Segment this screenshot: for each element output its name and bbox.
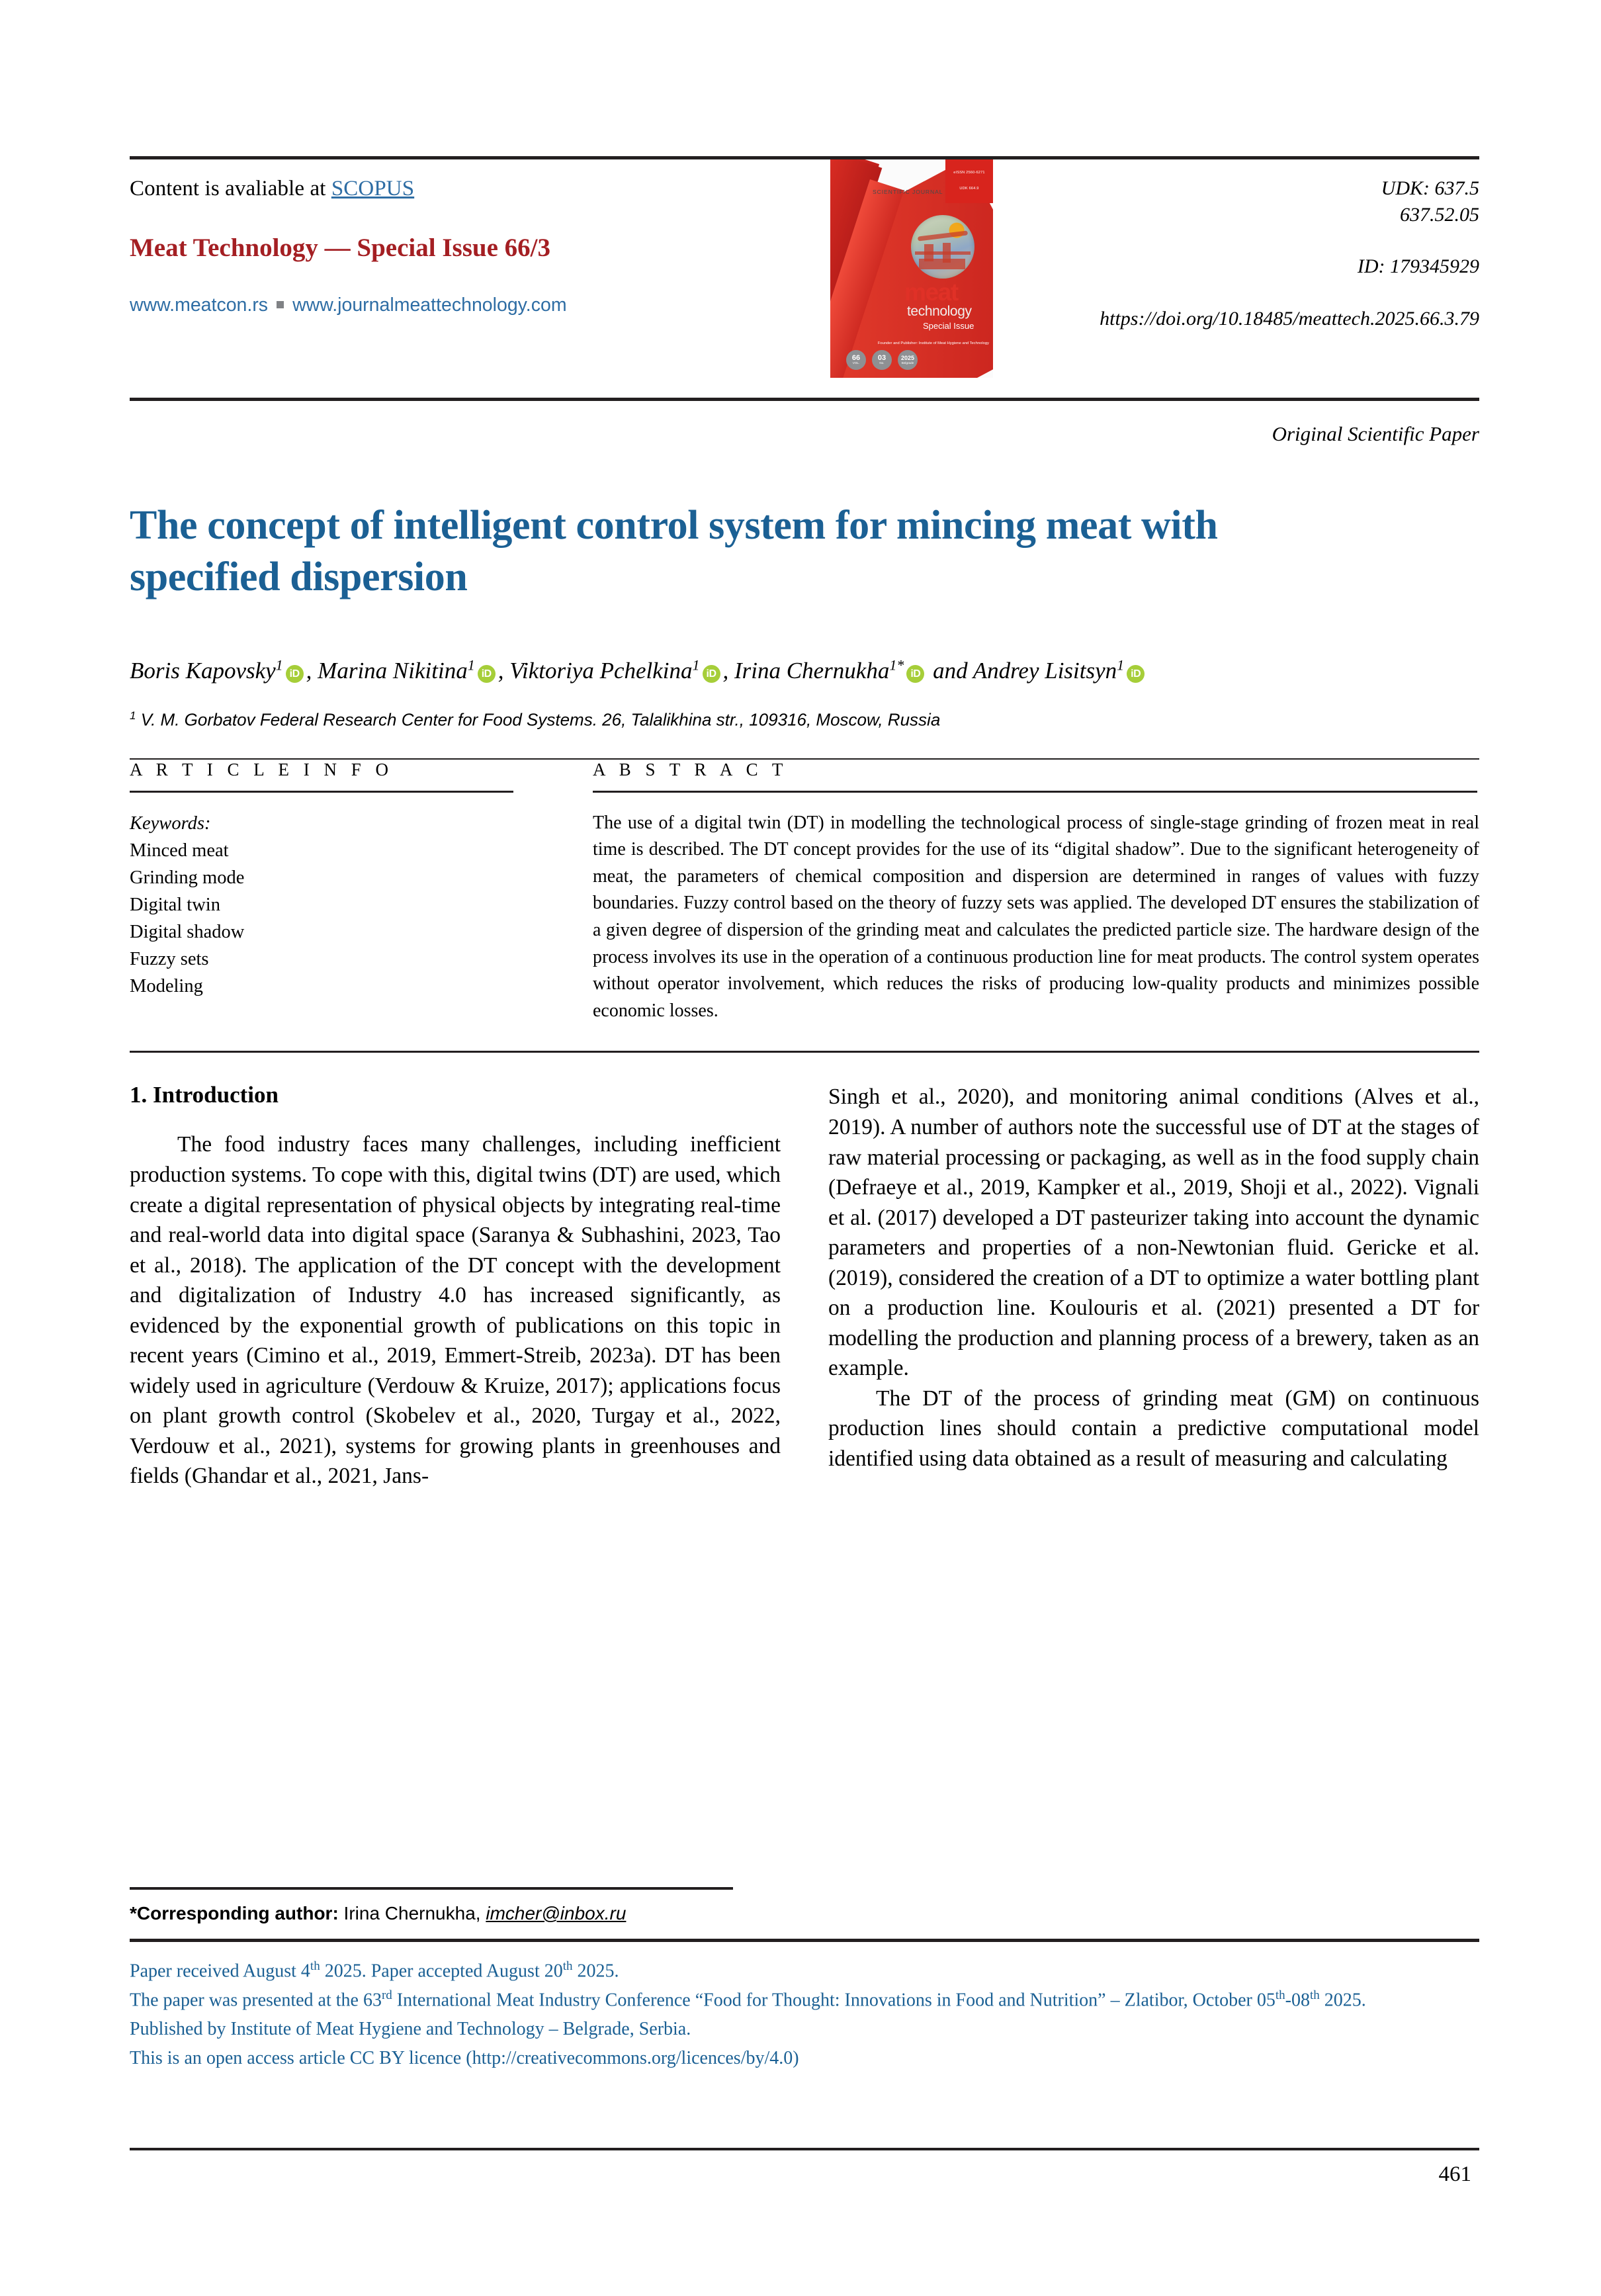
article-info-column — [130, 760, 593, 1025]
doi-link[interactable]: https://doi.org/10.18485/meattech.2025.66.3.79 — [1100, 307, 1479, 330]
cover-badge-group — [846, 350, 918, 370]
cover-issn-text: eISSN 2560-6271 — [953, 171, 985, 175]
journal-urls — [130, 294, 692, 316]
abstract-column — [593, 760, 1479, 1025]
keyword-item: Fuzzy sets — [130, 948, 209, 969]
author-name: Irina Chernukha — [734, 658, 890, 684]
masthead-right-gap-2 — [976, 281, 1479, 306]
author-affil-marker: 1 — [275, 656, 283, 674]
cover-badge-volume — [846, 350, 866, 370]
abstract-text: The use of a digital twin (DT) in modelling the technological process of single-stage grinding of frozen meat in real time is described. The DT concept provides for the use of its “digital shadow”. Due to the significant heterogeneity of meat, the parameters of chemical composition and dispersion are determined in ranges of values with fuzzy boundaries. Fuzzy control based on the theory of fuzzy sets was applied. The developed DT ensures the stabilization of a given degree of dispersion of the grinding meat and calculates the predicted particle size. The hardware design of the process involves its use in the operation of a continuous production line for meat products. The control system operates without operator involvement, which reduces the risks of producing low-quality products and minimizes possible economic losses. — [593, 812, 1479, 1021]
body-columns — [130, 1082, 1479, 1491]
cover-globe-detail-5 — [943, 243, 951, 263]
keyword-item: Modeling — [130, 975, 203, 996]
cover-badge-year-number: 2025 — [900, 355, 915, 361]
conference-note: The paper was presented at the 63rd International Meat Industry Conference “Food for Thought: Innovations in Food and Nutrition” – Zlatibor, October 05th-08th 2025. — [130, 1988, 1366, 2011]
article-info-label: A R T I C L E I N F O — [130, 759, 394, 779]
keywords-list — [130, 810, 593, 1000]
article-id-line: ID: 179345929 — [1357, 255, 1479, 278]
scopus-availability-line — [130, 177, 692, 201]
cover-udk-text: UDK 664.9 — [959, 187, 979, 191]
keyword-item: Minced meat — [130, 840, 229, 861]
cover-globe-detail-1 — [918, 230, 968, 241]
publisher-note: Published by Institute of Meat Hygiene and Technology – Belgrade, Serbia. — [130, 2019, 691, 2039]
orcid-icon[interactable]: iD — [703, 665, 720, 683]
keyword-item: Digital twin — [130, 894, 220, 915]
author-separator: , — [306, 658, 318, 684]
cover-globe-detail-4 — [924, 244, 933, 261]
author-entry — [130, 658, 318, 684]
author-separator: , — [722, 658, 735, 684]
author-entry — [509, 658, 734, 684]
corresponding-author-label: *Corresponding author: — [130, 1903, 339, 1923]
author-affil-marker: 1 — [467, 656, 475, 674]
cover-scientific-journal-label: SCIENTIFIC JOURNAL — [873, 189, 943, 195]
corresponding-author-name: Irina Chernukha, — [338, 1903, 486, 1923]
author-list — [130, 654, 1479, 687]
author-name: Boris Kapovsky — [130, 658, 276, 684]
journal-cover-artwork — [830, 159, 993, 378]
udk-line-1: UDK: 637.5 — [1381, 177, 1479, 199]
cover-badge-number-label: No. — [879, 361, 885, 365]
cover-badge-year — [898, 350, 918, 370]
orcid-icon[interactable]: iD — [1127, 665, 1145, 683]
cover-badge-number — [872, 350, 892, 370]
article-info-block — [130, 758, 1479, 1053]
section-heading-introduction: 1. Introduction — [130, 1082, 279, 1108]
publication-notes — [130, 1942, 1479, 2072]
author-separator: , — [498, 658, 510, 684]
cover-badge-number-number: 03 — [877, 354, 887, 362]
url-separator-square-icon — [277, 301, 284, 308]
abstract-label: A B S T R A C T — [593, 759, 788, 779]
masthead — [130, 159, 1479, 398]
orcid-icon[interactable]: iD — [478, 665, 496, 683]
keyword-item: Grinding mode — [130, 867, 245, 888]
article-info-rule — [130, 791, 513, 793]
masthead-right-gap — [976, 228, 1479, 253]
cover-badge-volume-label: VOL. — [852, 361, 860, 365]
scopus-link[interactable]: SCOPUS — [331, 177, 415, 200]
cover-special-issue-label: Special Issue — [923, 321, 974, 331]
corresponding-author-line — [130, 1890, 1479, 1939]
corresponding-author-email[interactable]: imcher@inbox.ru — [486, 1903, 627, 1923]
author-affiliation — [130, 709, 1479, 730]
received-accepted-note: Paper received August 4th 2025. Paper accepted August 20th 2025. — [130, 1959, 619, 1982]
licence-note: This is an open access article CC BY licence (http://creativecommons.org/licences/by/4.0) — [130, 2047, 799, 2068]
author-affil-marker: 1 — [1117, 656, 1125, 674]
page-bottom-rule — [130, 2148, 1479, 2150]
cover-brand-technology: technology — [907, 304, 972, 319]
author-entry — [973, 658, 1147, 684]
paragraph: The DT of the process of grinding meat (GM) on continuous production lines should contain a predictive computational model identified using data obtained as a result of measuring and calculating — [828, 1386, 1479, 1471]
body-column-right — [828, 1082, 1479, 1491]
footnote-area — [130, 1887, 1479, 2072]
author-entry — [734, 658, 973, 684]
author-name: Andrey Lisitsyn — [973, 658, 1117, 684]
paper-sheet — [130, 156, 1479, 1491]
affiliation-text: V. M. Gorbatov Federal Research Center for Food Systems. 26, Talalikhina str., 109316, Moscow, Russia — [136, 709, 941, 730]
journal-cover-thumbnail — [830, 159, 993, 378]
cover-founder-text: Founder and Publisher: Institute of Meat Hygiene and Technology — [877, 341, 989, 346]
journal-title: Meat Technology — Special Issue 66/3 — [130, 234, 550, 262]
abstract-rule — [593, 791, 1477, 793]
info-abstract-grid — [130, 760, 1479, 1025]
masthead-left — [130, 177, 692, 316]
cover-badge-year-label: Belgrade — [901, 361, 914, 365]
orcid-icon[interactable]: iD — [286, 665, 304, 683]
author-entry — [318, 658, 509, 684]
udk-line-2: 637.52.05 — [1400, 204, 1479, 226]
keywords-heading: Keywords: — [130, 813, 211, 834]
article-category: Original Scientific Paper — [1272, 422, 1479, 445]
scopus-prefix-text: Content is avaliable at — [130, 177, 331, 200]
author-separator: and — [927, 658, 973, 684]
info-block-bottom-rule — [130, 1051, 1479, 1053]
body-column-left — [130, 1082, 781, 1491]
paragraph: The food industry faces many challenges, including inefficient production systems. To cope with this, digital twins (DT) are used, which create a digital representation of physical objects by integrating real-time and real-world data into digital space (Saranya & Subhashini, 2023, Tao et al., 2018). The application of the DT concept with the development and digitalization of Industry 4.0 has increased significantly, as evidenced by the exponential growth of publications on this topic in recent years (Cimino et al., 2019, Emmert-Streib, 2023a). DT has been widely used in agriculture (Verdouw & Kruize, 2017); applications focus on plant growth control (Skobelev et al., 2020, Turgay et al., 2022, Verdouw et al., 2021), systems for growing plants in greenhouses and fields (Ghandar et al., 2021, Jans- — [130, 1132, 781, 1489]
affiliation-marker: 1 — [130, 709, 136, 722]
orcid-icon[interactable]: iD — [906, 665, 924, 683]
cover-globe-illustration — [911, 215, 974, 279]
author-affil-marker: 1* — [889, 656, 904, 674]
page-title: The concept of intelligent control system for mincing meat with specified dispersion — [130, 503, 1218, 599]
cover-brand-meat: meat — [904, 279, 958, 306]
author-name: Marina Nikitina — [318, 658, 468, 684]
masthead-right — [976, 175, 1479, 332]
paragraph: Singh et al., 2020), and monitoring animal conditions (Alves et al., 2019). A number of authors note the successful use of DT at the stages of raw material processing or packaging, as well as in the food supply chain (Defraeye et al., 2019, Kampker et al., 2019, Shoji et al., 2022). Vignali et al. (2017) developed a DT pasteurizer taking into account the dynamic parameters and properties of a non-Newtonian fluid. Gericke et al. (2019), considered the creation of a DT to optimize a water bottling plant on a production line. Koulouris et al. (2021) presented a DT for modelling the production and planning process of a brewery, taken as an example. — [828, 1084, 1479, 1381]
author-affil-marker: 1 — [692, 656, 700, 674]
keyword-item: Digital shadow — [130, 921, 245, 942]
meatcon-url-link[interactable]: www.meatcon.rs — [130, 294, 269, 316]
cover-badge-volume-number: 66 — [851, 354, 861, 362]
page-number: 461 — [1438, 2162, 1471, 2186]
journal-url-link[interactable]: www.journalmeattechnology.com — [292, 294, 567, 316]
author-name: Viktoriya Pchelkina — [509, 658, 693, 684]
